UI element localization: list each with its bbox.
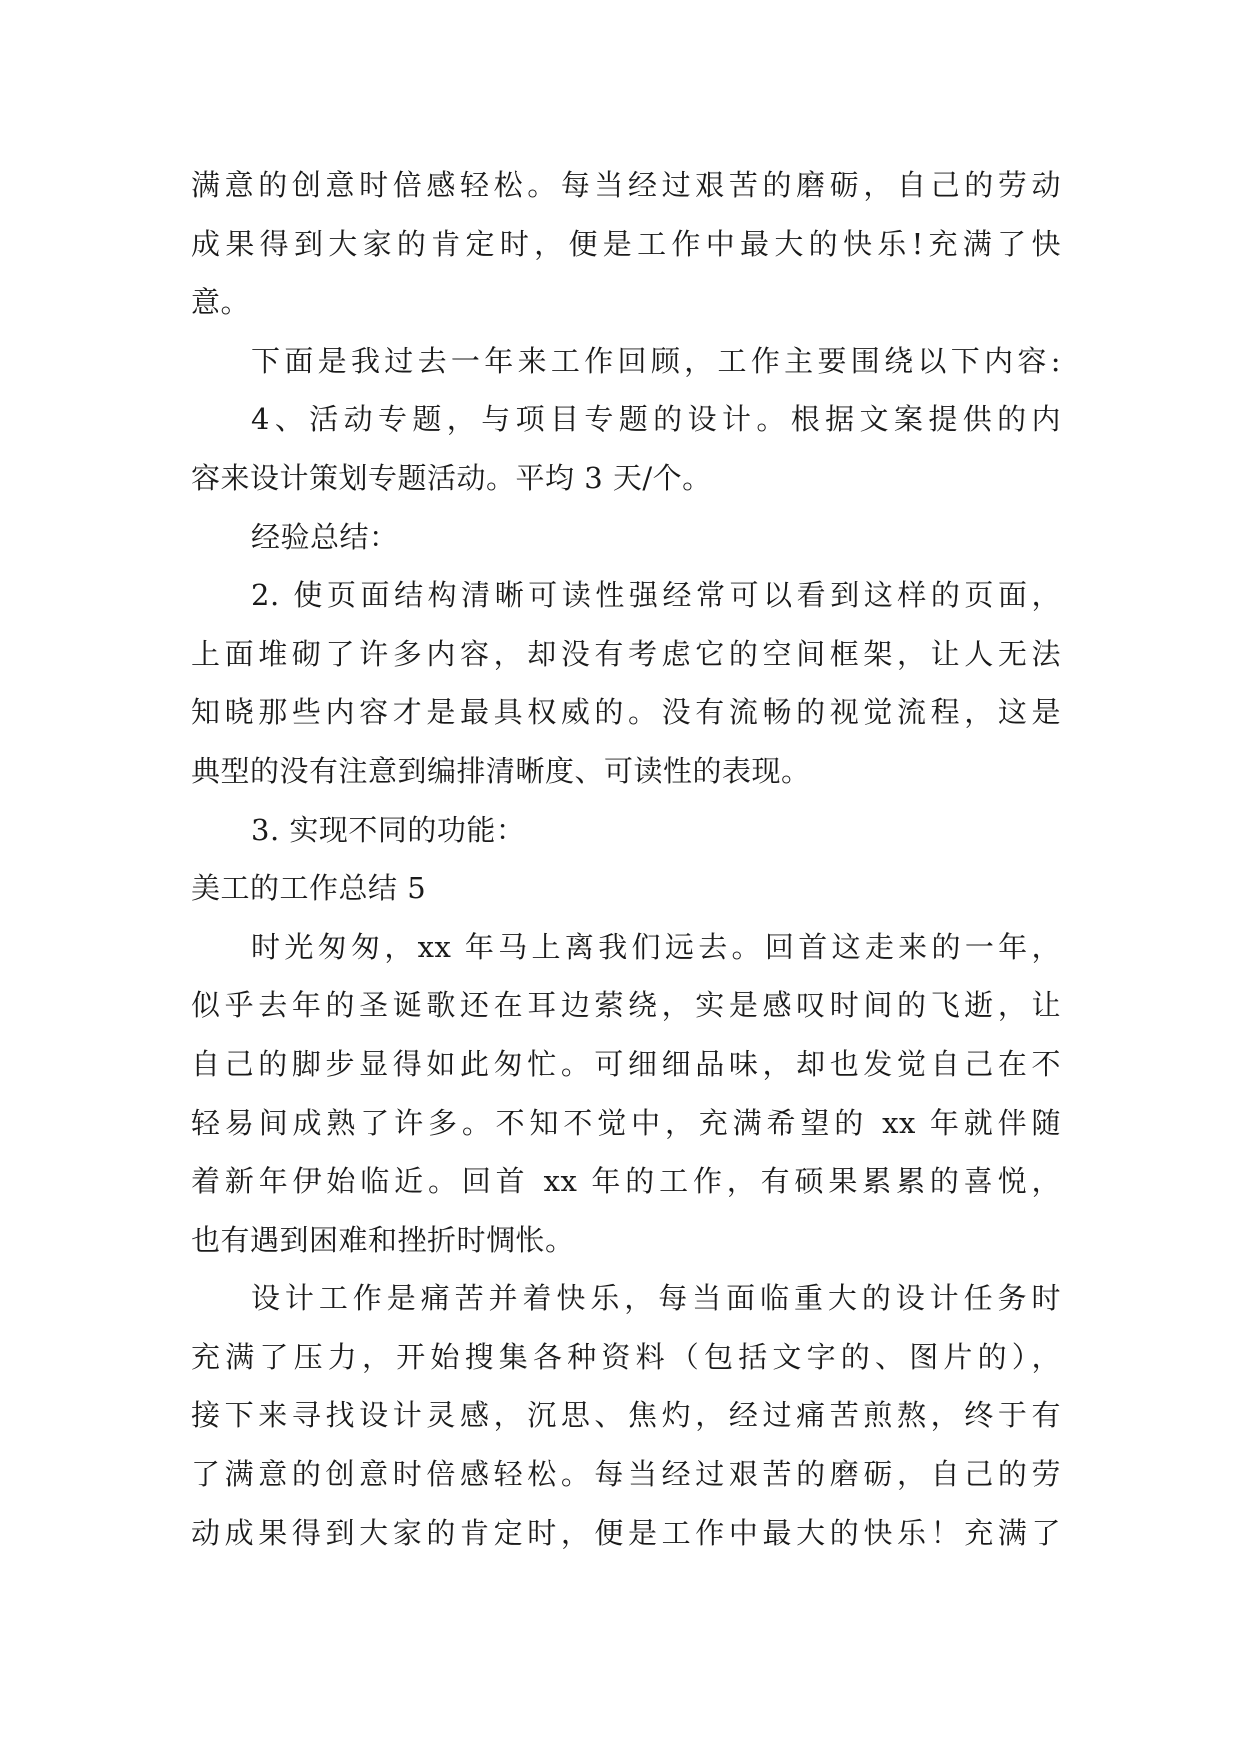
- text-line: 着新年伊始临近。回首 xx 年的工作，有硕果累累的喜悦，: [191, 1164, 1061, 1199]
- text-line: 动成果得到大家的肯定时，便是工作中最大的快乐！充满了: [191, 1515, 1061, 1550]
- text-line: 成果得到大家的肯定时，便是工作中最大的快乐!充满了快: [191, 226, 1061, 261]
- section-heading: 美工的工作总结 5: [191, 871, 427, 906]
- body-text: [191, 156, 1061, 1562]
- text-line: 充满了压力，开始搜集各种资料（包括文字的、图片的），: [191, 1339, 1061, 1374]
- text-line: 轻易间成熟了许多。不知不觉中，充满希望的 xx 年就伴随: [191, 1105, 1061, 1140]
- text-line: 意。: [191, 285, 251, 320]
- section-label: 经验总结：: [251, 519, 399, 554]
- numbered-item: 2. 使页面结构清晰可读性强经常可以看到这样的页面，: [251, 578, 1061, 613]
- text-line: 知晓那些内容才是最具权威的。没有流畅的视觉流程，这是: [191, 695, 1061, 730]
- numbered-item: 4、活动专题，与项目专题的设计。根据文案提供的内: [251, 402, 1061, 437]
- text-line: 似乎去年的圣诞歌还在耳边萦绕，实是感叹时间的飞逝，让: [191, 988, 1061, 1023]
- text-line: 上面堆砌了许多内容，却没有考虑它的空间框架，让人无法: [191, 636, 1061, 671]
- text-line: 典型的没有注意到编排清晰度、可读性的表现。: [191, 753, 811, 788]
- text-line: 时光匆匆，xx 年马上离我们远去。回首这走来的一年，: [251, 929, 1061, 964]
- numbered-item: 3. 实现不同的功能：: [251, 812, 526, 847]
- text-line: 设计工作是痛苦并着快乐，每当面临重大的设计任务时: [251, 1281, 1061, 1316]
- text-line: 下面是我过去一年来工作回顾，工作主要围绕以下内容:: [251, 343, 1061, 378]
- text-line: 也有遇到困难和挫折时惆怅。: [191, 1222, 575, 1257]
- text-line: 满意的创意时倍感轻松。每当经过艰苦的磨砺，自己的劳动: [191, 168, 1061, 202]
- text-line: 容来设计策划专题活动。平均 3 天/个。: [191, 460, 712, 495]
- text-line: 了满意的创意时倍感轻松。每当经过艰苦的磨砺，自己的劳: [191, 1457, 1061, 1492]
- text-line: 接下来寻找设计灵感，沉思、焦灼，经过痛苦煎熬，终于有: [191, 1398, 1061, 1433]
- text-line: 自己的脚步显得如此匆忙。可细细品味，却也发觉自己在不: [191, 1046, 1061, 1081]
